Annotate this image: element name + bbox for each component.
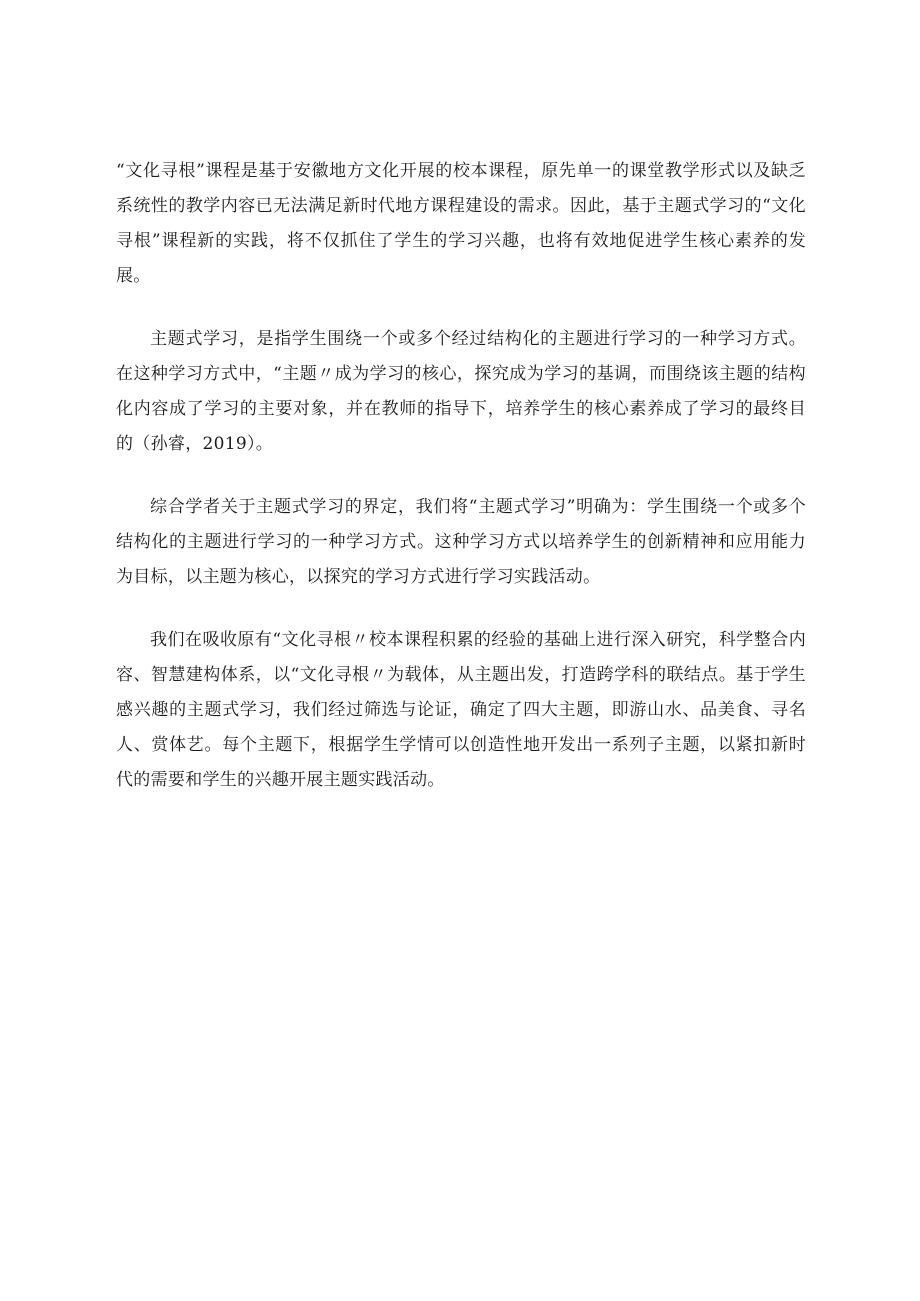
- paragraph-4: 我们在吸收原有“文化寻根〃校本课程积累的经验的基础上进行深入研究，科学整合内容、智慧建构体系，以“文化寻根〃为载体，从主题出发，打造跨学科的联结点。基于学生感兴趣的主题式学习，我们经过筛选与论证，确定了四大主题，即游山水、品美食、寻名人、赏体艺。每个主题下，根据学生学情可以创造性地开发出一系列子主题，以紧扣新时代的需要和学生的兴趣开展主题实践活动。: [116, 630, 806, 790]
- document-body: [116, 154, 806, 826]
- paragraph-3: 综合学者关于主题式学习的界定，我们将“主题式学习”明确为：学生围绕一个或多个结构化的主题进行学习的一种学习方式。这种学习方式以培养学生的创新精神和应用能力为目标，以主题为核心，以探究的学习方式进行学习实践活动。: [116, 497, 806, 587]
- paragraph-2: 主题式学习，是指学生围绕一个或多个经过结构化的主题进行学习的一种学习方式。在这种学习方式中，“主题〃成为学习的核心，探究成为学习的基调，而围绕该主题的结构化内容成了学习的主要对象，并在教师的指导下，培养学生的核心素养成了学习的最终目的（孙睿，2019）。: [116, 329, 806, 454]
- paragraph-1: “文化寻根”课程是基于安徽地方文化开展的校本课程，原先单一的课堂教学形式以及缺乏系统性的教学内容已无法满足新时代地方课程建设的需求。因此，基于主题式学习的“文化寻根”课程新的实践，将不仅抓住了学生的学习兴趣，也将有效地促进学生核心素养的发展。: [116, 161, 806, 286]
